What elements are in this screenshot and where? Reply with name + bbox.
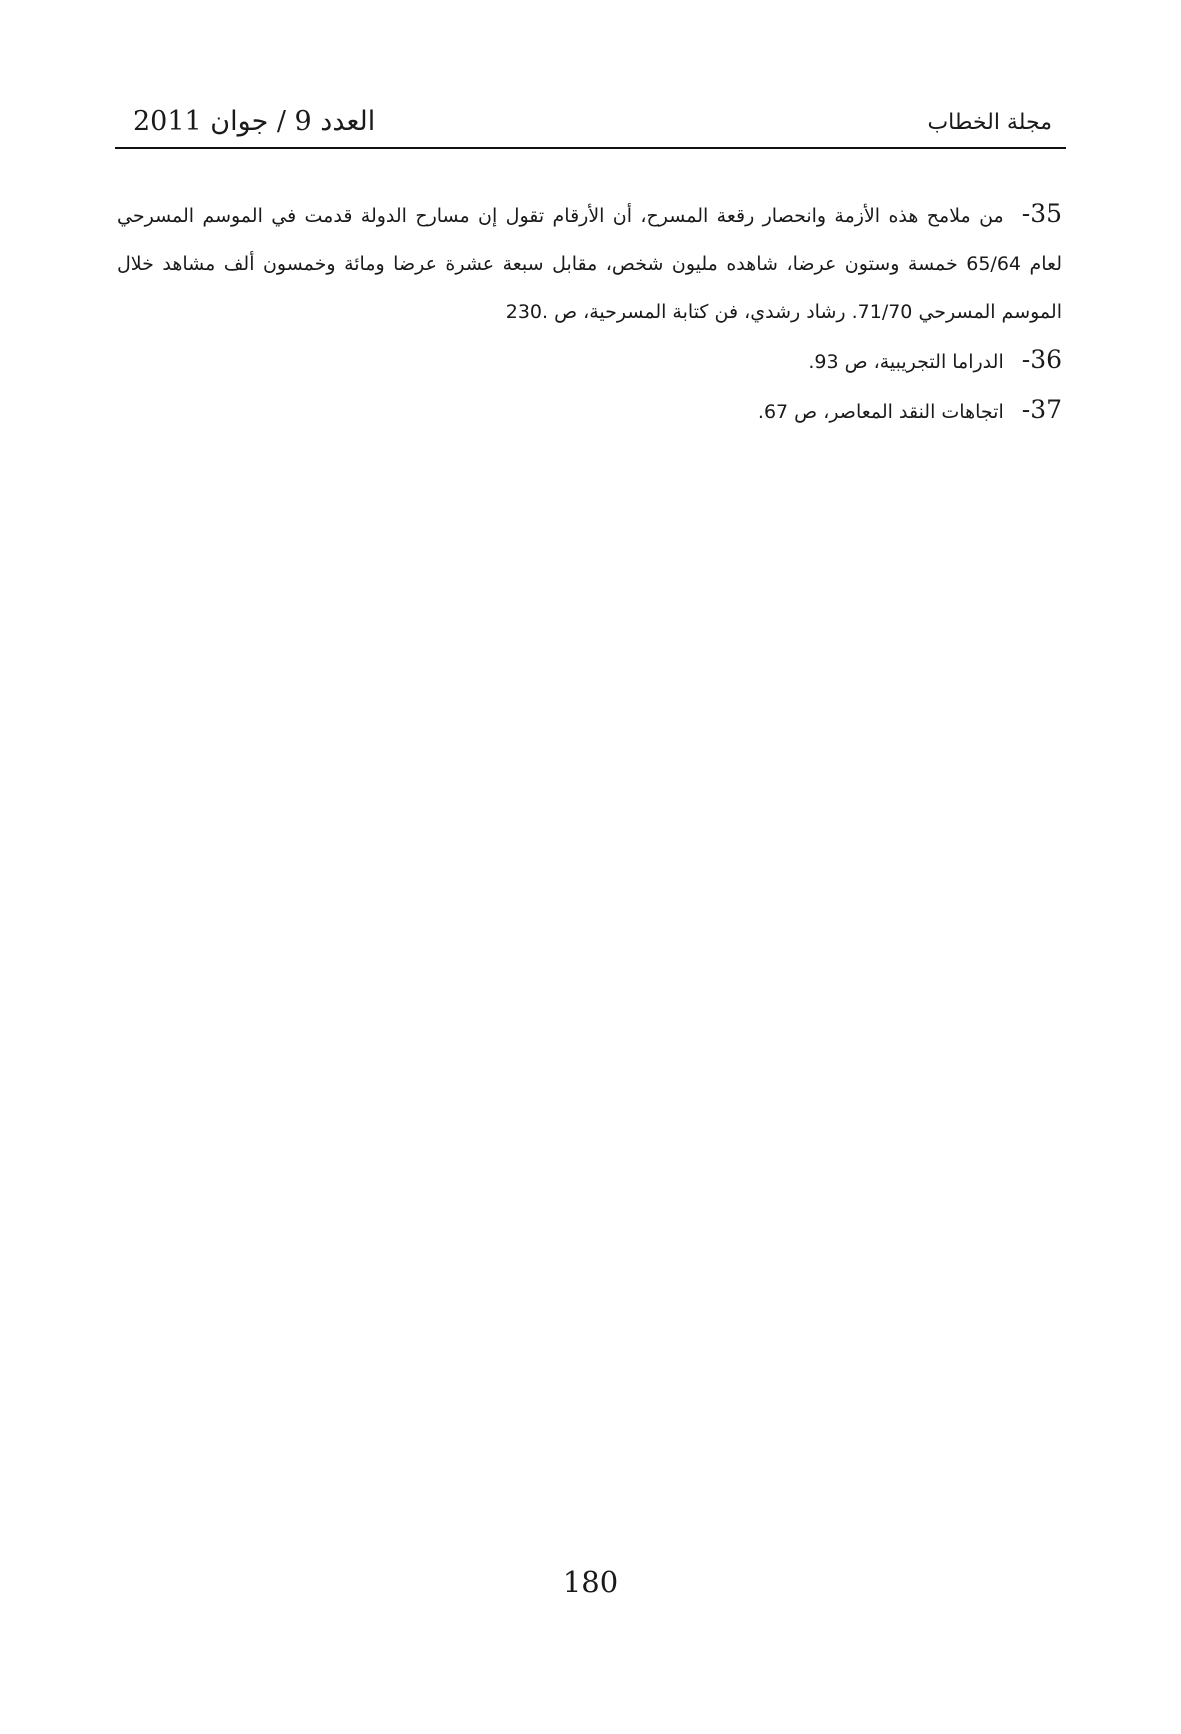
endnote-number: 36- [1021,345,1062,374]
endnote-number: 37- [1021,395,1062,424]
endnote-35 [117,190,1062,336]
endnote-text: من ملامح هذه الأزمة وانحصار رقعة المسرح، أن الأرقام تقول إن مسارح الدولة قدمت في الموسم المسرحي لعام 65/64 خمسة وستون عرضا، شاهده مليون شخص، مقابل سبعة عشرة عرضا ومائة وخمسون ألف مشاهد خلال الموسم المسرحي 71/70. رشاد رشدي، فن كتابة المسرحية، ص .230 [117,205,1062,323]
endnote-37 [117,386,1062,436]
endnotes [117,190,1062,436]
endnote-number: 35- [1021,199,1062,228]
endnote-36 [117,336,1062,386]
issue-info: العدد 9 / جوان 2011 [133,106,376,137]
endnote-text: اتجاهات النقد المعاصر، ص 67. [757,401,1004,423]
header-rule [115,147,1066,149]
running-header [115,106,1066,148]
endnote-text: الدراما التجريبية، ص 93. [808,351,1004,373]
page-number: 180 [562,1565,619,1599]
journal-name: مجلة الخطاب [927,110,1052,135]
